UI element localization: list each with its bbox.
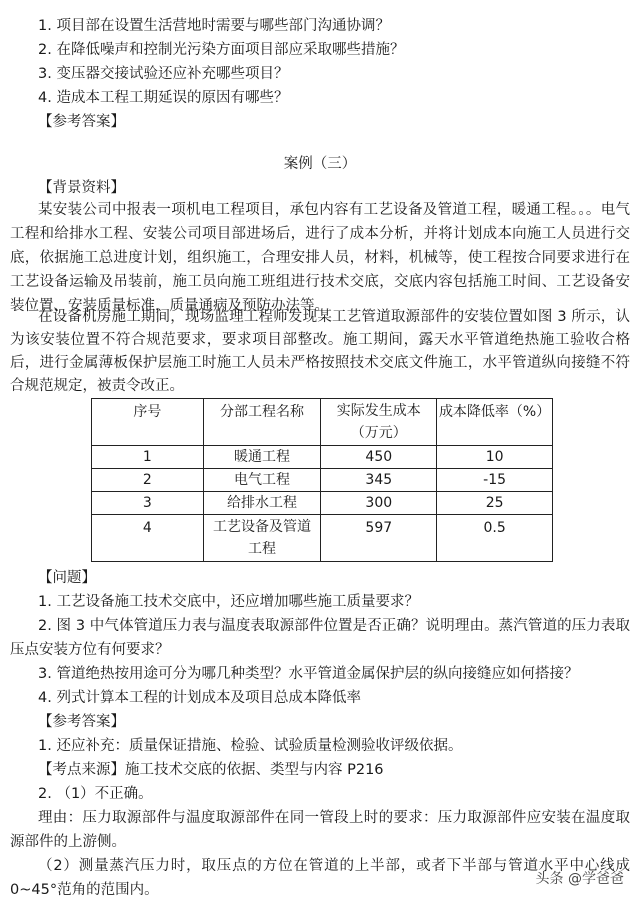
table-cell: 工艺设备及管道工程	[203, 515, 321, 562]
top-question-4: 4. 造成本工程工期延误的原因有哪些？	[38, 90, 289, 106]
table-cell: 0.5	[437, 515, 553, 562]
background-paragraph-2: 在设备机房施工期间，现场监理工程师发现某工艺管道取源部件的安装位置如图 3 所示，认为该安装位置不符合规范要求，要求项目部整改。施工期间，露天水平管道绝热施工验收合格后，进行金属薄板保护层施工时施工人员未严格按照技术交底文件施工，水平管道纵向接缝不符合规范规定，被责令改正。	[10, 309, 630, 394]
table-cell: 3	[92, 492, 204, 515]
table-cell: 给排水工程	[203, 492, 321, 515]
top-question-2: 2. 在降低噪声和控制光污染方面项目部应采取哪些措施？	[38, 42, 405, 58]
table-cell: 25	[437, 492, 553, 515]
table-header-cell: 成本降低率（%）	[437, 399, 553, 446]
table-cell: -15	[437, 469, 553, 492]
source-text: 施工技术交底的依据、类型与内容 P216	[125, 762, 384, 778]
table-row	[92, 469, 553, 492]
background-label: 【背景资料】	[38, 180, 125, 196]
table-row	[92, 515, 553, 562]
top-question-1: 1. 项目部在设置生活营地时需要与哪些部门沟通协调？	[38, 18, 390, 34]
watermark: 头条 @学爸爸	[535, 871, 624, 887]
table-cell: 电气工程	[203, 469, 321, 492]
answer-2-part2: （2）测量蒸汽压力时，取压点的方位在管道的上半部，或者下半部与管道水平中心线成 0~45°范角的范围内。	[10, 858, 630, 898]
case-title: 案例（三）	[283, 156, 357, 172]
table-cell: 1	[92, 446, 204, 469]
table-cell: 暖通工程	[203, 446, 321, 469]
table-header-cell: 分部工程名称	[203, 399, 321, 446]
table-header-cell: 序号	[92, 399, 204, 446]
question-4: 4. 列式计算本工程的计划成本及项目总成本降低率	[38, 690, 361, 706]
top-question-3: 3. 变压器交接试验还应补充哪些项目？	[38, 66, 289, 82]
background-paragraph-1: 某安装公司中报表一项机电工程项目，承包内容有工艺设备及管道工程，暖通工程。。。电气工程和给排水工程、安装公司项目部进场后，进行了成本分析，并将计划成本向施工人员进行交底，依据施工总进度计划，组织施工，合理安排人员，材料，机械等，使工程按合同要求进行在工艺设备运输及吊装前，施工员向施工班组进行技术交底，交底内容包括施工时间、工艺设备安装位置、安装质量标准，质量通病及预防办法等。	[10, 202, 630, 314]
table-cell: 597	[321, 515, 437, 562]
source-label: 【考点来源】	[38, 762, 125, 778]
reference-answer-label: 【参考答案】	[38, 114, 125, 130]
table-cell: 2	[92, 469, 204, 492]
question-3: 3. 管道绝热按用途可分为哪几种类型？水平管道金属保护层的纵向接缝应如何搭接？	[38, 666, 579, 682]
question-1: 1. 工艺设备施工技术交底中，还应增加哪些施工质量要求？	[38, 594, 419, 610]
question-2: 2. 图 3 中气体管道压力表与温度表取源部件位置是否正确？说明理由。蒸汽管道的压力表取压点安装方位有何要求？	[10, 618, 630, 658]
questions-label: 【问题】	[38, 570, 96, 586]
reference-answer-label: 【参考答案】	[38, 714, 125, 730]
cost-table	[91, 398, 553, 562]
table-cell: 450	[321, 446, 437, 469]
source-line	[38, 758, 384, 782]
table-header-cell: 实际发生成本（万元）	[321, 399, 437, 446]
table-cell: 345	[321, 469, 437, 492]
table-cell: 300	[321, 492, 437, 515]
answer-1: 1. 还应补充：质量保证措施、检验、试验质量检测验收评级依据。	[38, 738, 463, 754]
table-row	[92, 446, 553, 469]
table-cell: 10	[437, 446, 553, 469]
answer-2-reason: 理由：压力取源部件与温度取源部件在同一管段上时的要求：压力取源部件应安装在温度取源部件的上游侧。	[10, 810, 630, 850]
table-cell: 4	[92, 515, 204, 562]
table-row	[92, 492, 553, 515]
answer-2-head: 2. （1）不正确。	[38, 786, 153, 802]
table-header-row	[92, 399, 553, 446]
